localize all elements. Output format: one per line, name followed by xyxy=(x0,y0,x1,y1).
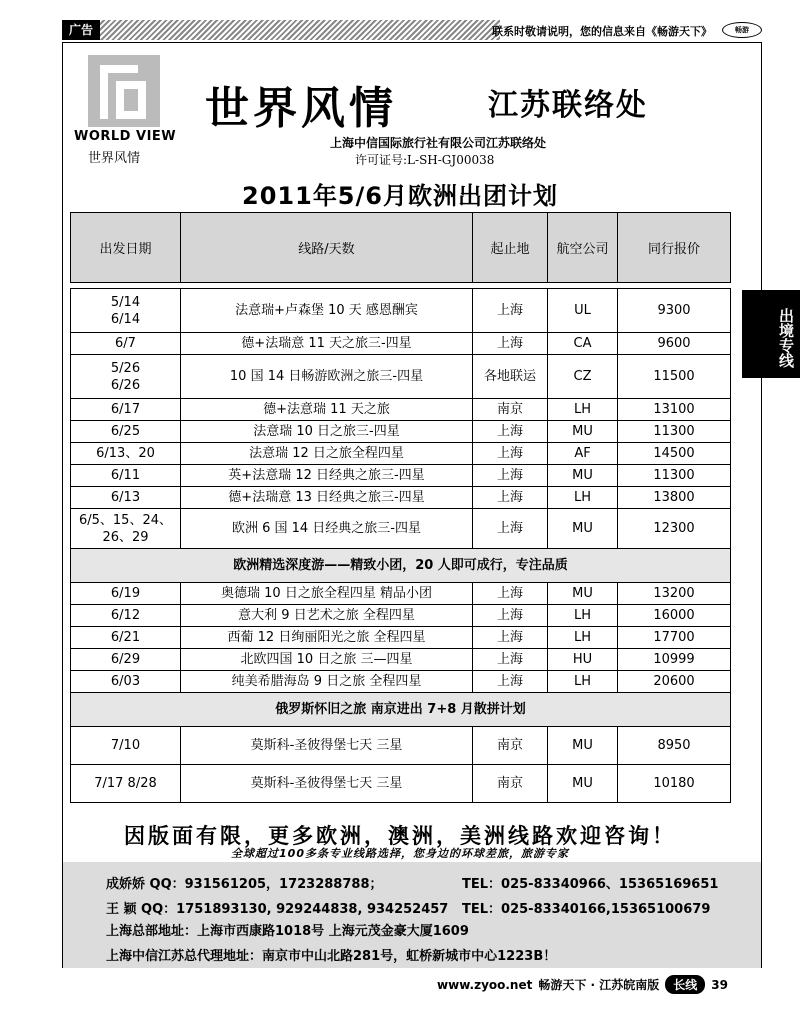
price: 11300 xyxy=(618,465,731,487)
departure-city: 上海 xyxy=(473,605,548,627)
price: 12300 xyxy=(618,509,731,549)
table-row xyxy=(71,333,731,355)
airline-code: LH xyxy=(548,671,618,693)
decorative-stripe xyxy=(100,20,500,40)
departure-city: 各地联运 xyxy=(473,355,548,399)
airline-code: MU xyxy=(548,583,618,605)
page-number: 39 xyxy=(711,977,728,992)
table-row xyxy=(71,487,731,509)
table-row xyxy=(71,443,731,465)
departure-date: 6/25 xyxy=(71,421,181,443)
table-row xyxy=(71,399,731,421)
plan-title: 2011年5/6月欧洲出团计划 xyxy=(242,182,558,210)
source-note: 联系时敬请说明，您的信息来自《畅游天下》 xyxy=(492,25,712,38)
route-name: 法意瑞 10 日之旅三-四星 xyxy=(181,421,473,443)
price: 13800 xyxy=(618,487,731,509)
price: 11500 xyxy=(618,355,731,399)
magazine-logo: 畅游 xyxy=(722,22,762,38)
column-header: 航空公司 xyxy=(548,213,618,283)
departure-date: 6/11 xyxy=(71,465,181,487)
airline-code: MU xyxy=(548,421,618,443)
table-section-row xyxy=(71,693,731,727)
column-header: 起止地 xyxy=(473,213,548,283)
contact-2 xyxy=(106,898,711,917)
airline-code: MU xyxy=(548,465,618,487)
airline-code: LH xyxy=(548,399,618,421)
route-name: 德+法意瑞 11 天之旅 xyxy=(181,399,473,421)
logo-english: WORLD VIEW xyxy=(74,129,177,144)
price: 14500 xyxy=(618,443,731,465)
route-name: 德+法瑞意 13 日经典之旅三-四星 xyxy=(181,487,473,509)
route-name: 奥德瑞 10 日之旅全程四星 精品小团 xyxy=(181,583,473,605)
departure-city: 南京 xyxy=(473,727,548,765)
footer-publication: 畅游天下 · 江苏皖南版 xyxy=(538,978,660,992)
departure-city: 上海 xyxy=(473,583,548,605)
table-row xyxy=(71,627,731,649)
contact-1-qq: 成娇娇 QQ：931561205，1723288788； xyxy=(106,877,383,892)
departure-date: 6/13、20 xyxy=(71,443,181,465)
route-name: 法意瑞+卢森堡 10 天 感恩酬宾 xyxy=(181,289,473,333)
airline-code: MU xyxy=(548,727,618,765)
world-view-logo-icon xyxy=(88,55,160,127)
airline-code: HU xyxy=(548,649,618,671)
airline-code: CA xyxy=(548,333,618,355)
departure-city: 上海 xyxy=(473,333,548,355)
tagline: 全球超过100多条专业线路选择，您身边的环球差旅，旅游专家 xyxy=(231,847,569,860)
logo-chinese: 世界风情 xyxy=(88,151,141,166)
brand-title: 世界风情 xyxy=(205,83,397,134)
departure-date: 7/10 xyxy=(71,727,181,765)
departure-city: 上海 xyxy=(473,509,548,549)
table-row xyxy=(71,355,731,399)
departure-city: 上海 xyxy=(473,649,548,671)
column-header: 出发日期 xyxy=(71,213,181,283)
price: 20600 xyxy=(618,671,731,693)
airline-code: LH xyxy=(548,627,618,649)
top-bar xyxy=(62,20,762,40)
departure-date: 6/12 xyxy=(71,605,181,627)
table-row xyxy=(71,509,731,549)
departure-date: 6/19 xyxy=(71,583,181,605)
route-name: 莫斯科-圣彼得堡七天 三星 xyxy=(181,727,473,765)
contact-1 xyxy=(106,873,719,892)
route-name: 莫斯科-圣彼得堡七天 三星 xyxy=(181,765,473,803)
table-row xyxy=(71,765,731,803)
table-row xyxy=(71,465,731,487)
license-number: 许可证号:L-SH-GJ00038 xyxy=(355,153,495,167)
route-name: 北欧四国 10 日之旅 三—四星 xyxy=(181,649,473,671)
departure-date: 6/21 xyxy=(71,627,181,649)
brand-subtitle: 江苏联络处 xyxy=(488,88,648,123)
route-name: 10 国 14 日畅游欧洲之旅三-四星 xyxy=(181,355,473,399)
more-routes-notice: 因版面有限，更多欧洲，澳洲，美洲线路欢迎咨询！ xyxy=(124,824,676,848)
airline-code: CZ xyxy=(548,355,618,399)
hq-address: 上海总部地址：上海市西康路1018号 上海元茂金豪大厦1609 xyxy=(106,924,469,939)
price: 9300 xyxy=(618,289,731,333)
departure-city: 南京 xyxy=(473,399,548,421)
contact-2-qq: 王 颖 QQ：1751893130, 929244838, 934252457 xyxy=(106,902,449,917)
table-row xyxy=(71,289,731,333)
agent-address: 上海中信江苏总代理地址：南京市中山北路281号，虹桥新城市中心1223B！ xyxy=(106,949,557,964)
route-name: 西葡 12 日绚丽阳光之旅 全程四星 xyxy=(181,627,473,649)
footer xyxy=(437,975,728,994)
contact-1-tel: TEL：025-83340966、15365169651 xyxy=(462,877,719,892)
price: 13200 xyxy=(618,583,731,605)
departure-date: 5/26 6/26 xyxy=(71,355,181,399)
departure-date: 5/14 6/14 xyxy=(71,289,181,333)
price: 8950 xyxy=(618,727,731,765)
airline-code: LH xyxy=(548,605,618,627)
airline-code: UL xyxy=(548,289,618,333)
route-name: 纯美希腊海岛 9 日之旅 全程四星 xyxy=(181,671,473,693)
route-name: 德+法瑞意 11 天之旅三-四星 xyxy=(181,333,473,355)
route-name: 欧洲 6 国 14 日经典之旅三-四星 xyxy=(181,509,473,549)
departure-city: 上海 xyxy=(473,487,548,509)
airline-code: MU xyxy=(548,509,618,549)
table-row xyxy=(71,727,731,765)
table-row xyxy=(71,605,731,627)
column-header: 同行报价 xyxy=(618,213,731,283)
agency-name: 上海中信国际旅行社有限公司江苏联络处 xyxy=(330,136,547,150)
table-row xyxy=(71,421,731,443)
airline-code: AF xyxy=(548,443,618,465)
departure-date: 6/17 xyxy=(71,399,181,421)
departure-date: 6/13 xyxy=(71,487,181,509)
departure-city: 上海 xyxy=(473,443,548,465)
section-title: 欧洲精选深度游——精致小团，20 人即可成行，专注品质 xyxy=(71,549,731,583)
route-name: 意大利 9 日艺术之旅 全程四星 xyxy=(181,605,473,627)
route-name: 英+法意瑞 12 日经典之旅三-四星 xyxy=(181,465,473,487)
ad-label: 广告 xyxy=(62,20,100,40)
airline-code: MU xyxy=(548,765,618,803)
table-row xyxy=(71,671,731,693)
departure-city: 上海 xyxy=(473,671,548,693)
airline-code: LH xyxy=(548,487,618,509)
tour-schedule-table xyxy=(70,212,731,803)
price: 9600 xyxy=(618,333,731,355)
departure-date: 6/03 xyxy=(71,671,181,693)
price: 11300 xyxy=(618,421,731,443)
departure-city: 南京 xyxy=(473,765,548,803)
table-row xyxy=(71,649,731,671)
departure-date: 6/7 xyxy=(71,333,181,355)
price: 10180 xyxy=(618,765,731,803)
price: 17700 xyxy=(618,627,731,649)
price: 13100 xyxy=(618,399,731,421)
table-section-row xyxy=(71,549,731,583)
departure-city: 上海 xyxy=(473,289,548,333)
side-tab: 出境专线 xyxy=(742,290,800,378)
table-header-row xyxy=(71,213,731,283)
departure-city: 上海 xyxy=(473,465,548,487)
contact-2-tel: TEL：025-83340166,15365100679 xyxy=(462,902,711,917)
section-title: 俄罗斯怀旧之旅 南京进出 7+8 月散拼计划 xyxy=(71,693,731,727)
price: 16000 xyxy=(618,605,731,627)
footer-badge: 长线 xyxy=(665,975,705,994)
table-row xyxy=(71,583,731,605)
departure-city: 上海 xyxy=(473,421,548,443)
column-header: 线路/天数 xyxy=(181,213,473,283)
departure-city: 上海 xyxy=(473,627,548,649)
departure-date: 7/17 8/28 xyxy=(71,765,181,803)
departure-date: 6/29 xyxy=(71,649,181,671)
departure-date: 6/5、15、24、 26、29 xyxy=(71,509,181,549)
route-name: 法意瑞 12 日之旅全程四星 xyxy=(181,443,473,465)
footer-site: www.zyoo.net xyxy=(437,977,533,992)
price: 10999 xyxy=(618,649,731,671)
